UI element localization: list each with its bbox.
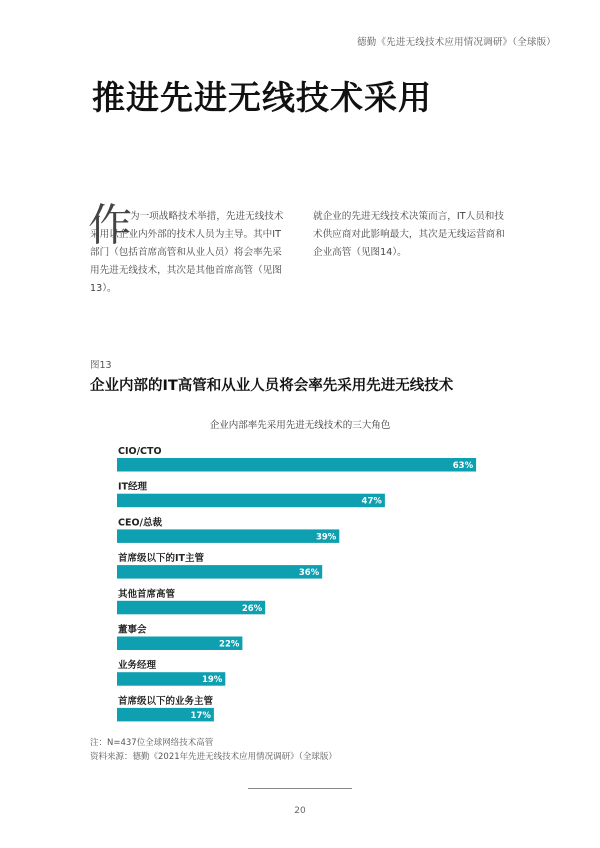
bar-value-label: 63%: [452, 461, 474, 471]
figure-label: 图13: [90, 360, 112, 371]
bar-category-label: 业务经理: [118, 660, 157, 672]
sample-note: 注：N=437位全球网络技术高管: [90, 738, 214, 748]
bar-value-label: 22%: [219, 639, 240, 650]
bar: [117, 494, 385, 508]
bar-category-label: 首席级以下的业务主管: [118, 695, 214, 707]
figure-title: 企业内部的IT高管和从业人员将会率先采用先进无线技术: [90, 378, 454, 394]
intro-text-1: 为一项战略技术举措，先进无线技术采用以企业内外部的技术人员为主导。其中IT部门（包括首席高管和从业人员）将会率先采用先进无线技术，其次是其他首席高管（见图13）。: [90, 211, 284, 294]
page-title: 推进先进无线技术采用: [92, 78, 432, 117]
bar-category-label: 首席级以下的IT主管: [118, 553, 205, 565]
bar: [117, 529, 339, 543]
bar-chart: [0, 440, 600, 730]
source-note: 资料来源：德勤《2021年先进无线技术应用情况调研》（全球版）: [90, 752, 337, 762]
bar-value-label: 36%: [298, 568, 320, 579]
bar-category-label: CEO/总裁: [118, 517, 163, 529]
bar-category-label: 其他首席高管: [118, 588, 176, 600]
bar-value-label: 19%: [201, 675, 223, 686]
chart-title: 企业内部率先采用先进无线技术的三大角色: [209, 420, 391, 431]
bar-value-label: 17%: [190, 710, 211, 721]
bar-category-label: CIO/CTO: [118, 446, 162, 457]
bar-value-label: 39%: [315, 532, 337, 543]
page-divider: [248, 788, 352, 789]
bar-category-label: IT经理: [118, 481, 148, 493]
dropcap: 作: [88, 200, 132, 251]
page-number: 20: [294, 806, 306, 816]
chart-notes: [90, 736, 337, 764]
intro-paragraph-1: [90, 208, 290, 298]
intro-paragraph-2: 就企业的先进无线技术决策而言，IT人员和技术供应商对此影响最大，其次是无线运营商和企业高管（见图14）。: [313, 211, 505, 258]
bar-category-label: 董事会: [118, 624, 147, 636]
bar: [117, 565, 322, 579]
bar-value-label: 26%: [241, 603, 263, 614]
running-header: 德勤《先进无线技术应用情况调研》（全球版）: [357, 37, 556, 48]
bar-value-label: 47%: [361, 496, 382, 507]
bar: [117, 458, 476, 472]
